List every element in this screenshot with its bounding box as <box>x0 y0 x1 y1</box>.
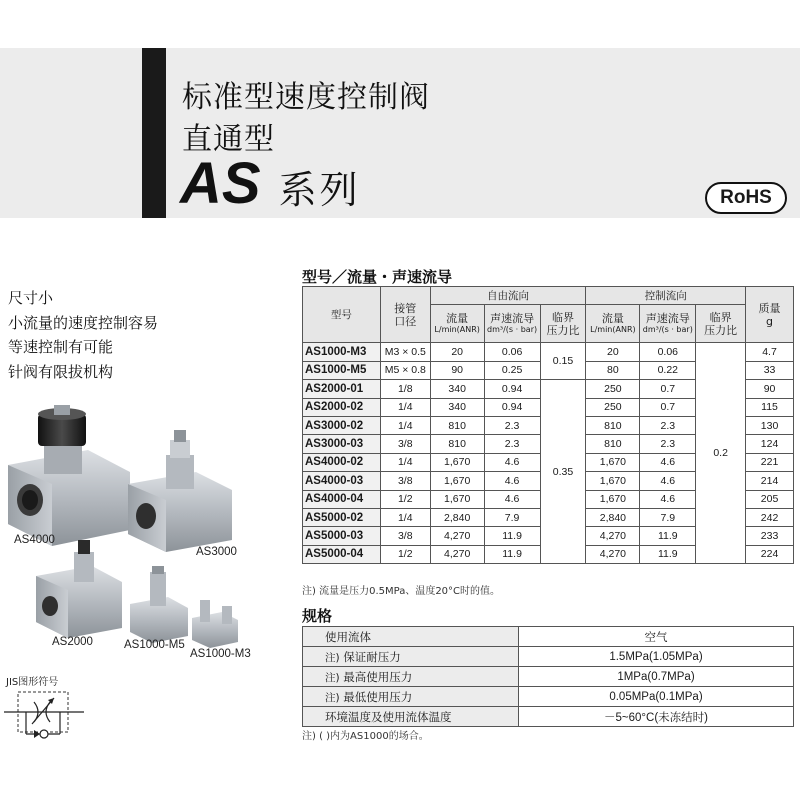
free-flow-cell: 340 <box>430 398 484 416</box>
mass-cell: 233 <box>746 527 794 545</box>
col-header-port-line1: 接管 <box>394 301 417 315</box>
ctrl-sonic-cell: 0.7 <box>640 398 696 416</box>
jis-symbol-label: JIS图形符号 <box>6 677 59 688</box>
model-cell: AS5000-03 <box>303 527 381 545</box>
ctrl-sonic-cell: 0.22 <box>640 361 696 379</box>
col-header-mass-line1: 质量 <box>758 301 781 315</box>
free-flow-cell: 340 <box>430 380 484 398</box>
col-header-flow-unit: L/min(ANR) <box>590 325 636 335</box>
spec-row <box>303 627 794 647</box>
free-sonic-cell: 4.6 <box>484 490 540 508</box>
col-header-ctrl-sonic <box>640 305 696 343</box>
title-line-1: 标准型速度控制阀 <box>182 80 430 115</box>
free-sonic-cell: 2.3 <box>484 416 540 434</box>
port-cell: 3/8 <box>380 435 430 453</box>
spec-label-cell <box>303 707 519 727</box>
free-flow-cell: 4,270 <box>430 527 484 545</box>
model-table-title: 型号／流量・声速流导 <box>302 268 453 286</box>
feature-item: 针阀有限拔机构 <box>8 362 114 381</box>
mass-cell: 4.7 <box>746 343 794 361</box>
free-sonic-cell: 11.9 <box>484 545 540 563</box>
as3000-illustration <box>128 430 232 552</box>
feature-list <box>8 286 158 384</box>
ctrl-sonic-cell: 2.3 <box>640 416 696 434</box>
port-cell: 1/2 <box>380 545 430 563</box>
mass-cell: 124 <box>746 435 794 453</box>
label-as1000-m3: AS1000-M3 <box>190 648 251 660</box>
col-header-flow-text: 流量 <box>446 312 469 326</box>
spec-table <box>302 626 794 727</box>
port-cell: M5 × 0.8 <box>380 361 430 379</box>
free-flow-cell: 1,670 <box>430 453 484 471</box>
spec-value-cell: 1.5MPa(1.05MPa) <box>519 647 794 667</box>
feature-item: 尺寸小 <box>8 289 54 307</box>
free-sonic-cell: 0.06 <box>484 343 540 361</box>
ctrl-flow-cell: 20 <box>586 343 640 361</box>
model-cell: AS1000-M3 <box>303 343 381 361</box>
ctrl-sonic-cell: 11.9 <box>640 545 696 563</box>
ctrl-flow-cell: 2,840 <box>586 508 640 526</box>
model-cell: AS4000-04 <box>303 490 381 508</box>
ctrl-sonic-cell: 11.9 <box>640 527 696 545</box>
model-cell: AS4000-02 <box>303 453 381 471</box>
col-header-critical-line2: 压力比 <box>704 323 738 337</box>
mass-cell: 224 <box>746 545 794 563</box>
port-cell: 1/4 <box>380 416 430 434</box>
port-cell: 3/8 <box>380 527 430 545</box>
spec-note-prefix: 注) <box>325 691 340 704</box>
spec-table-note: 注) ( )内为AS1000的场合。 <box>302 731 429 742</box>
model-cell: AS3000-03 <box>303 435 381 453</box>
col-header-port <box>380 287 430 343</box>
free-sonic-cell: 7.9 <box>484 508 540 526</box>
ctrl-flow-cell: 1,670 <box>586 472 640 490</box>
port-cell: 1/8 <box>380 380 430 398</box>
col-header-sonic-unit: dm³/(s · bar) <box>487 325 538 335</box>
model-cell: AS2000-01 <box>303 380 381 398</box>
ctrl-critical-cell: 0.2 <box>696 343 746 564</box>
free-critical-cell: 0.15 <box>540 343 586 380</box>
free-sonic-cell: 2.3 <box>484 435 540 453</box>
title-line-2: 直通型 <box>182 122 275 157</box>
col-header-controlled-flow: 控制流向 <box>586 287 746 305</box>
col-header-free-flow-rate <box>430 305 484 343</box>
col-header-sonic-unit: dm³/(s · bar) <box>642 325 693 335</box>
model-flow-table <box>302 286 794 564</box>
spec-row <box>303 707 794 727</box>
free-flow-cell: 2,840 <box>430 508 484 526</box>
ctrl-sonic-cell: 2.3 <box>640 435 696 453</box>
mass-cell: 214 <box>746 472 794 490</box>
free-critical-cell: 0.35 <box>540 380 586 564</box>
free-sonic-cell: 0.94 <box>484 398 540 416</box>
model-cell: AS1000-M5 <box>303 361 381 379</box>
spec-label: 最高使用压力 <box>343 669 413 684</box>
ctrl-sonic-cell: 7.9 <box>640 508 696 526</box>
spec-value-cell: 1MPa(0.7MPa) <box>519 667 794 687</box>
rohs-badge: RoHS <box>705 182 787 214</box>
port-cell: 1/2 <box>380 490 430 508</box>
col-header-sonic-text: 声速流导 <box>645 312 690 326</box>
mass-cell: 115 <box>746 398 794 416</box>
free-flow-cell: 1,670 <box>430 490 484 508</box>
spec-value-cell: 0.05MPa(0.1MPa) <box>519 687 794 707</box>
spec-label-cell <box>303 627 519 647</box>
free-flow-cell: 810 <box>430 416 484 434</box>
ctrl-flow-cell: 80 <box>586 361 640 379</box>
series-word: 系列 <box>278 168 361 212</box>
model-table-note: 注) 流量是压力0.5MPa、温度20°C时的值。 <box>302 586 501 597</box>
model-cell: AS3000-02 <box>303 416 381 434</box>
ctrl-flow-cell: 810 <box>586 416 640 434</box>
spec-note-prefix: 注) <box>325 651 340 664</box>
col-header-flow-unit: L/min(ANR) <box>434 325 480 335</box>
ctrl-flow-cell: 1,670 <box>586 453 640 471</box>
as2000-illustration <box>36 540 122 638</box>
ctrl-sonic-cell: 0.06 <box>640 343 696 361</box>
mass-cell: 33 <box>746 361 794 379</box>
col-header-critical-line1: 临界 <box>709 310 732 324</box>
free-flow-cell: 90 <box>430 361 484 379</box>
mass-cell: 130 <box>746 416 794 434</box>
col-header-port-line2: 口径 <box>394 314 417 328</box>
mass-cell: 242 <box>746 508 794 526</box>
port-cell: 1/4 <box>380 398 430 416</box>
header-top-margin <box>0 0 800 48</box>
port-cell: 3/8 <box>380 472 430 490</box>
col-header-free-flow: 自由流向 <box>430 287 586 305</box>
spec-table-title: 规格 <box>302 607 333 625</box>
spec-value-cell: －5~60°C(未冻结时) <box>519 707 794 727</box>
free-sonic-cell: 4.6 <box>484 453 540 471</box>
ctrl-sonic-cell: 0.7 <box>640 380 696 398</box>
ctrl-sonic-cell: 4.6 <box>640 453 696 471</box>
free-sonic-cell: 4.6 <box>484 472 540 490</box>
col-header-ctrl-critical <box>696 305 746 343</box>
col-header-flow-text: 流量 <box>601 312 624 326</box>
spec-row <box>303 667 794 687</box>
model-cell: AS2000-02 <box>303 398 381 416</box>
spec-row <box>303 687 794 707</box>
port-cell: 1/4 <box>380 508 430 526</box>
spec-label-cell <box>303 647 519 667</box>
ctrl-sonic-cell: 4.6 <box>640 490 696 508</box>
model-table-body <box>303 343 794 564</box>
free-flow-cell: 1,670 <box>430 472 484 490</box>
label-as4000: AS4000 <box>14 534 55 546</box>
ctrl-flow-cell: 1,670 <box>586 490 640 508</box>
label-as2000: AS2000 <box>52 636 93 648</box>
accent-bar <box>142 48 166 218</box>
ctrl-sonic-cell: 4.6 <box>640 472 696 490</box>
as1000-m5-illustration <box>130 566 188 643</box>
free-sonic-cell: 0.94 <box>484 380 540 398</box>
feature-item: 等速控制有可能 <box>8 338 114 356</box>
col-header-free-sonic <box>484 305 540 343</box>
ctrl-flow-cell: 4,270 <box>586 527 640 545</box>
ctrl-flow-cell: 250 <box>586 380 640 398</box>
port-cell: 1/4 <box>380 453 430 471</box>
spec-label: 使用流体 <box>325 629 371 644</box>
mass-cell: 221 <box>746 453 794 471</box>
col-header-ctrl-flow-rate <box>586 305 640 343</box>
col-header-sonic-text: 声速流导 <box>490 312 535 326</box>
ctrl-flow-cell: 250 <box>586 398 640 416</box>
col-header-free-critical <box>540 305 586 343</box>
model-cell: AS5000-04 <box>303 545 381 563</box>
ctrl-flow-cell: 810 <box>586 435 640 453</box>
port-cell: M3 × 0.5 <box>380 343 430 361</box>
label-as3000: AS3000 <box>196 546 237 558</box>
spec-label-cell <box>303 667 519 687</box>
model-cell: AS5000-02 <box>303 508 381 526</box>
free-flow-cell: 4,270 <box>430 545 484 563</box>
col-header-model: 型号 <box>303 287 381 343</box>
spec-value-cell: 空气 <box>519 627 794 647</box>
spec-row <box>303 647 794 667</box>
feature-item: 小流量的速度控制容易 <box>8 313 159 332</box>
spec-label: 最低使用压力 <box>343 689 413 704</box>
mass-cell: 90 <box>746 380 794 398</box>
label-as1000-m5: AS1000-M5 <box>124 639 185 651</box>
spec-note-prefix: 注) <box>325 671 340 684</box>
free-sonic-cell: 0.25 <box>484 361 540 379</box>
col-header-mass-line2: g <box>766 314 774 328</box>
col-header-mass <box>746 287 794 343</box>
free-flow-cell: 20 <box>430 343 484 361</box>
free-sonic-cell: 11.9 <box>484 527 540 545</box>
spec-label: 保证耐压力 <box>343 649 401 664</box>
mass-cell: 205 <box>746 490 794 508</box>
series-title <box>180 150 361 217</box>
jis-symbol-icon <box>4 684 84 744</box>
spec-label-cell <box>303 687 519 707</box>
as1000-m3-illustration <box>192 600 238 648</box>
ctrl-flow-cell: 4,270 <box>586 545 640 563</box>
series-code: AS <box>180 151 261 216</box>
free-flow-cell: 810 <box>430 435 484 453</box>
model-cell: AS4000-03 <box>303 472 381 490</box>
col-header-critical-line1: 临界 <box>551 310 574 324</box>
spec-label: 环境温度及使用流体温度 <box>325 709 452 724</box>
as4000-illustration <box>8 405 130 546</box>
col-header-critical-line2: 压力比 <box>546 323 580 337</box>
spec-table-body <box>303 627 794 727</box>
table-row <box>303 343 794 361</box>
